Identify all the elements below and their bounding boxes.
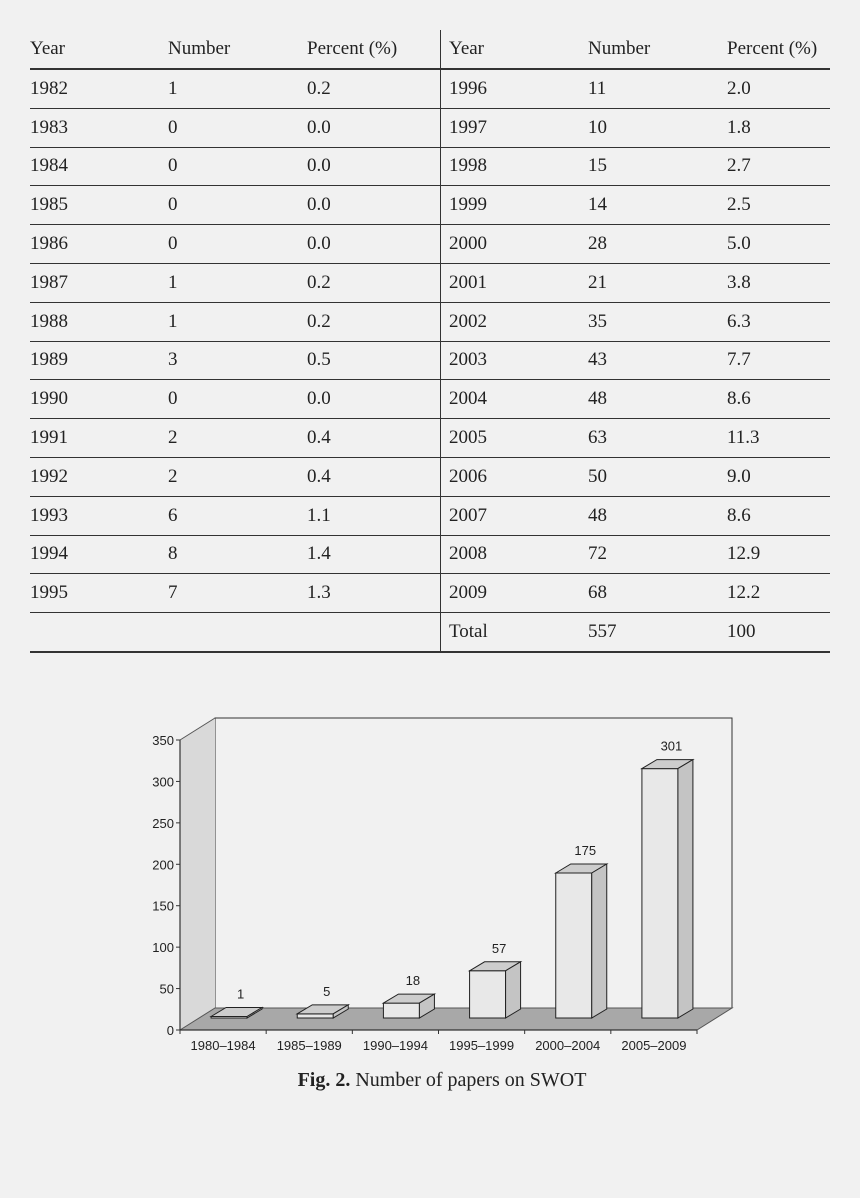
empty-cell	[168, 613, 307, 652]
table-cell: 1983	[30, 108, 168, 147]
bar-front	[383, 1003, 419, 1018]
empty-cell	[30, 613, 168, 652]
y-tick-label: 100	[152, 940, 174, 956]
table-cell: 28	[588, 225, 727, 264]
table-row	[30, 186, 830, 225]
table-cell: 15	[588, 147, 727, 186]
table-cell: 1.1	[307, 496, 441, 535]
table-body	[30, 69, 830, 652]
y-tick-label: 250	[152, 815, 174, 831]
table-cell: 6	[168, 496, 307, 535]
table-cell: 0.2	[307, 69, 441, 108]
table-cell: 0.4	[307, 419, 441, 458]
table-cell: 7	[168, 574, 307, 613]
table-cell: 6.3	[727, 302, 830, 341]
table-cell: 0.2	[307, 263, 441, 302]
table-cell: 5.0	[727, 225, 830, 264]
table-row	[30, 341, 830, 380]
table-cell: 1.8	[727, 108, 830, 147]
table-cell: 2.0	[727, 69, 830, 108]
table-cell: 63	[588, 419, 727, 458]
column-header: Year	[441, 30, 589, 69]
bar	[556, 864, 607, 1018]
column-header: Percent (%)	[307, 30, 441, 69]
table-cell: 2.7	[727, 147, 830, 186]
chart-side-wall	[180, 718, 215, 1030]
bar-side	[506, 962, 521, 1018]
table-cell: 2005	[441, 419, 589, 458]
table-cell: 8	[168, 535, 307, 574]
y-tick-label: 200	[152, 857, 174, 873]
x-tick-label: 2005–2009	[621, 1038, 687, 1053]
table-cell: 2004	[441, 380, 589, 419]
y-tick-label: 350	[152, 733, 174, 748]
table-cell: 35	[588, 302, 727, 341]
table-cell: 7.7	[727, 341, 830, 380]
table-cell: 1996	[441, 69, 589, 108]
table-cell: 9.0	[727, 457, 830, 496]
table-cell: 1987	[30, 263, 168, 302]
bar-data-label: 5	[323, 983, 331, 999]
table-cell: 1.4	[307, 535, 441, 574]
column-header: Percent (%)	[727, 30, 830, 69]
table-cell: 1985	[30, 186, 168, 225]
table-cell: 0	[168, 147, 307, 186]
bar-data-label: 175	[574, 843, 597, 858]
table-cell: 72	[588, 535, 727, 574]
table-total-row	[30, 613, 830, 652]
table-cell: 12.2	[727, 574, 830, 613]
table-cell: 1993	[30, 496, 168, 535]
table-row	[30, 457, 830, 496]
table-cell: 1	[168, 263, 307, 302]
table-row	[30, 380, 830, 419]
table-cell: 2008	[441, 535, 589, 574]
table-cell: 43	[588, 341, 727, 380]
table-cell: 12.9	[727, 535, 830, 574]
table-cell: 48	[588, 496, 727, 535]
table-header-row	[30, 30, 830, 69]
table-cell: 2	[168, 419, 307, 458]
table-cell: 0.0	[307, 147, 441, 186]
table-cell: 0.5	[307, 341, 441, 380]
bar-front	[470, 971, 506, 1018]
table-cell: 1	[168, 69, 307, 108]
table-row	[30, 302, 830, 341]
table-row	[30, 147, 830, 186]
table-row	[30, 69, 830, 108]
table-cell: 1	[168, 302, 307, 341]
table-cell: 68	[588, 574, 727, 613]
table-cell: 11	[588, 69, 727, 108]
total-cell: 100	[727, 613, 830, 652]
table-cell: 2009	[441, 574, 589, 613]
total-cell: 557	[588, 613, 727, 652]
table-cell: 1999	[441, 186, 589, 225]
table-cell: 2007	[441, 496, 589, 535]
table-cell: 1986	[30, 225, 168, 264]
table-cell: 2006	[441, 457, 589, 496]
table-cell: 1991	[30, 419, 168, 458]
bar-side	[678, 760, 693, 1018]
table-cell: 0.2	[307, 302, 441, 341]
table-cell: 0	[168, 380, 307, 419]
table-cell: 0	[168, 186, 307, 225]
table-cell: 1994	[30, 535, 168, 574]
table-row	[30, 263, 830, 302]
x-tick-label: 1985–1989	[276, 1038, 342, 1053]
x-tick-label: 1995–1999	[449, 1038, 515, 1053]
table-cell: 2	[168, 457, 307, 496]
bar-front	[297, 1014, 333, 1018]
y-tick-label: 300	[152, 774, 174, 790]
table-cell: 2002	[441, 302, 589, 341]
bar-data-label: 301	[660, 738, 683, 754]
table-cell: 8.6	[727, 380, 830, 419]
table-cell: 0	[168, 108, 307, 147]
table-cell: 3	[168, 341, 307, 380]
column-header: Number	[588, 30, 727, 69]
table-cell: 1995	[30, 574, 168, 613]
table-cell: 50	[588, 457, 727, 496]
column-header: Number	[168, 30, 307, 69]
table-cell: 14	[588, 186, 727, 225]
table-cell: 0.0	[307, 380, 441, 419]
bar-side	[592, 864, 607, 1018]
table-cell: 2001	[441, 263, 589, 302]
table-cell: 10	[588, 108, 727, 147]
total-cell: Total	[441, 613, 589, 652]
table-cell: 48	[588, 380, 727, 419]
table-row	[30, 574, 830, 613]
table-cell: 1992	[30, 457, 168, 496]
bar-data-label: 57	[491, 940, 507, 956]
table-cell: 11.3	[727, 419, 830, 458]
table-cell: 1984	[30, 147, 168, 186]
table-cell: 0	[168, 225, 307, 264]
swot-papers-table	[30, 30, 830, 653]
bar	[642, 760, 693, 1018]
bar-front	[642, 769, 678, 1018]
table-row	[30, 535, 830, 574]
table-cell: 0.4	[307, 457, 441, 496]
column-header: Year	[30, 30, 168, 69]
bar	[470, 962, 521, 1018]
table-cell: 2000	[441, 225, 589, 264]
table-cell: 0.0	[307, 225, 441, 264]
x-tick-label: 2000–2004	[535, 1038, 601, 1053]
y-tick-label: 0	[166, 1023, 174, 1038]
table-cell: 0.0	[307, 108, 441, 147]
y-tick-label: 150	[152, 898, 174, 914]
table-cell: 1982	[30, 69, 168, 108]
y-tick-label: 50	[159, 981, 174, 997]
table-cell: 2003	[441, 341, 589, 380]
table-cell: 1998	[441, 147, 589, 186]
table-row	[30, 225, 830, 264]
table-row	[30, 496, 830, 535]
table-cell: 0.0	[307, 186, 441, 225]
table-cell: 2.5	[727, 186, 830, 225]
table-cell: 1.3	[307, 574, 441, 613]
papers-bar-chart	[150, 710, 750, 1060]
table-cell: 1988	[30, 302, 168, 341]
figure-caption-text: Number of papers on SWOT	[350, 1069, 587, 1091]
x-tick-label: 1980–1984	[190, 1038, 256, 1053]
figure-caption	[0, 1069, 860, 1092]
table-cell: 3.8	[727, 263, 830, 302]
table-row	[30, 108, 830, 147]
bar-data-label: 18	[405, 973, 421, 989]
table-cell: 8.6	[727, 496, 830, 535]
table-cell: 1989	[30, 341, 168, 380]
x-tick-label: 1990–1994	[362, 1038, 428, 1053]
table-cell: 1990	[30, 380, 168, 419]
empty-cell	[307, 613, 441, 652]
table-cell: 21	[588, 263, 727, 302]
table-row	[30, 419, 830, 458]
table-cell: 1997	[441, 108, 589, 147]
bar-data-label: 1	[236, 986, 245, 1002]
bar-front	[556, 873, 592, 1018]
figure-label: Fig. 2.	[297, 1069, 351, 1091]
